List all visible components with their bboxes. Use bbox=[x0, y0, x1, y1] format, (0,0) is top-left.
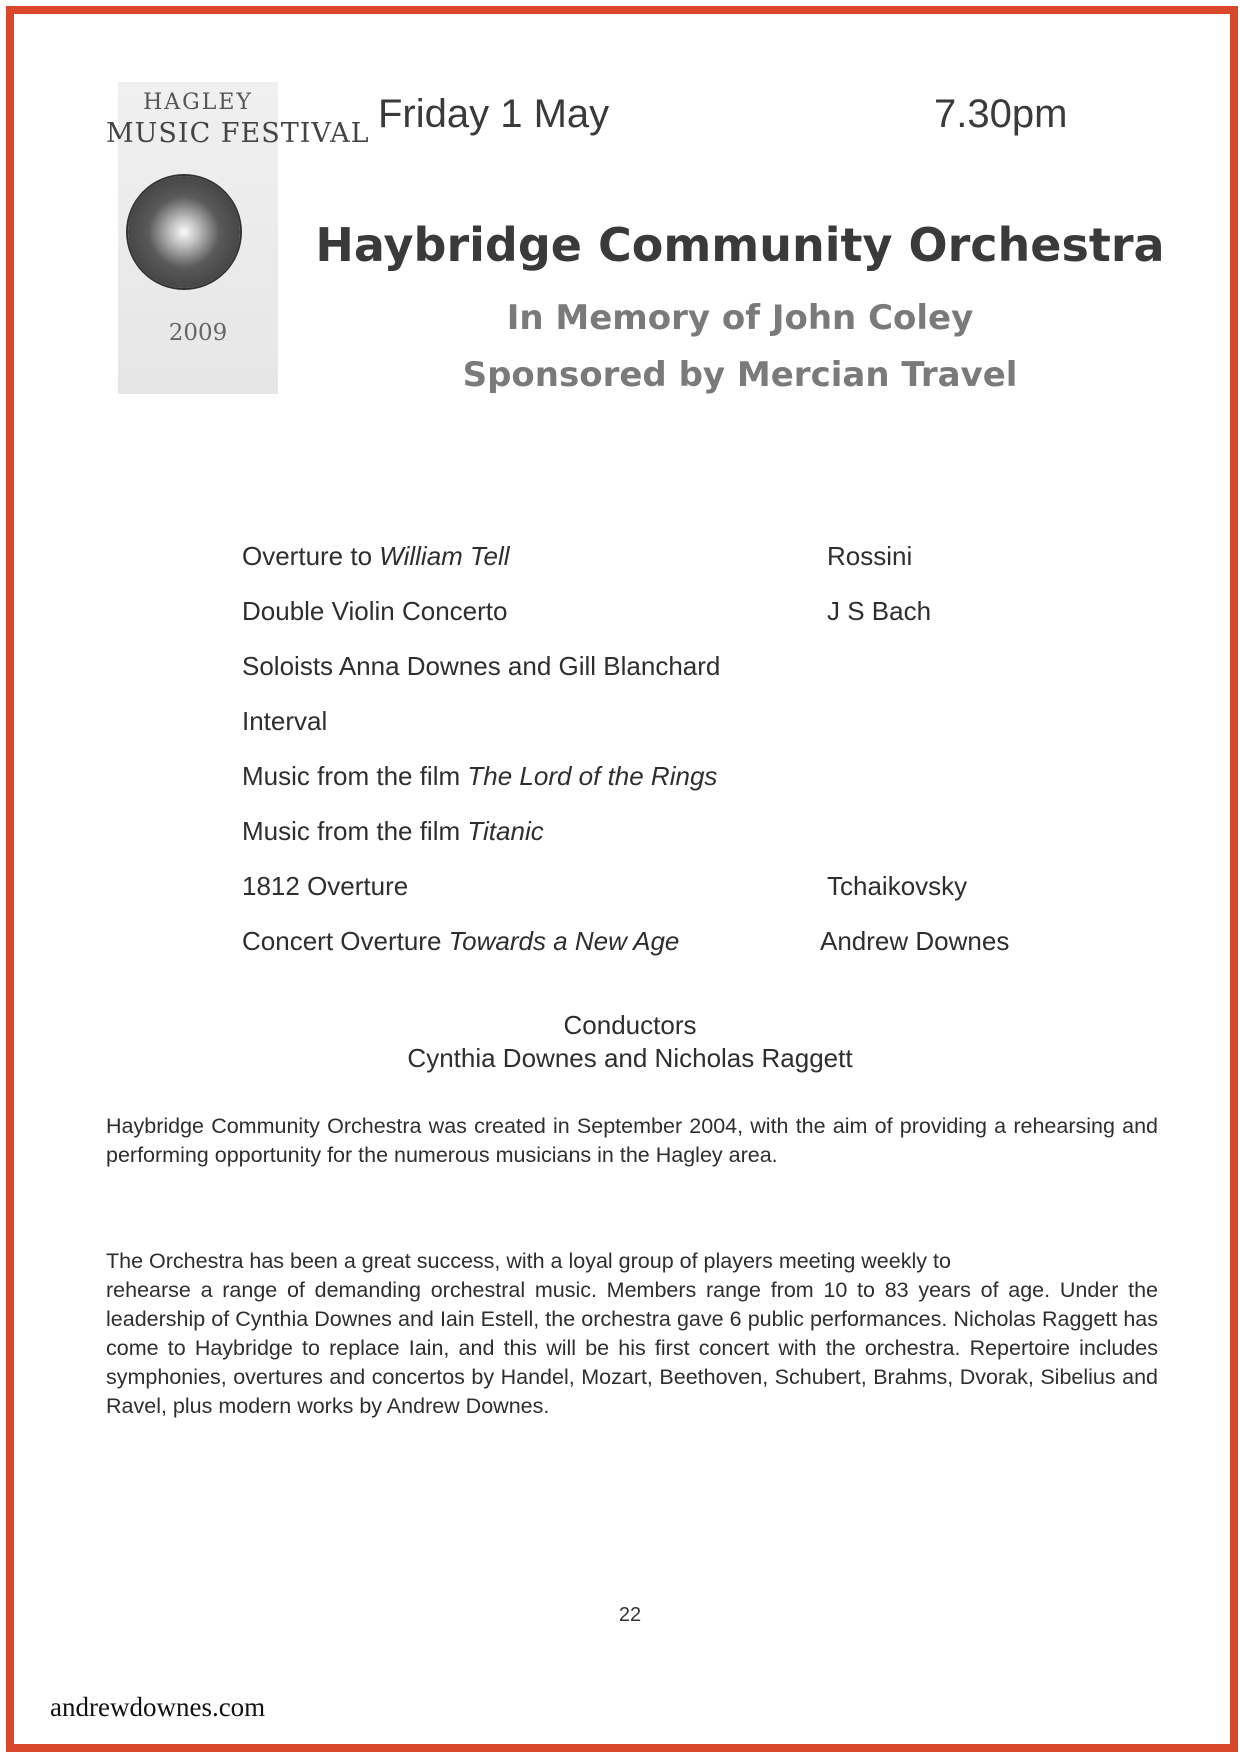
about-paragraph-2-body: rehearse a range of demanding orchestral music. Members range from 10 to 83 years of age. Under the leadership of Cynthia Downes and Iain Estell, the orchestra gave 6 public performances. Nicholas Raggett has come to Haybridge to replace Iain, and this will be his first concert with the orchestra. Repertoire includes symphonies, overtures and concertos by Handel, Mozart, Beethoven, Schubert, Brahms, Dvorak, Sibelius and Ravel, plus modern works by Andrew Downes. bbox=[106, 1278, 1158, 1418]
about-paragraph-1: Haybridge Community Orchestra was created in September 2004, with the aim of providing a rehearsing and performing opportunity for the numerous musicians in the Hagley area. bbox=[106, 1114, 1158, 1167]
composer: Tchaikovsky bbox=[827, 871, 968, 901]
sponsor-line: Sponsored by Mercian Travel bbox=[462, 355, 1018, 395]
conductors-heading: Conductors bbox=[563, 1010, 697, 1040]
work-title: Interval bbox=[242, 706, 328, 736]
work-title: Music from the film The Lord of the Rings bbox=[242, 761, 718, 791]
concert-time: 7.30pm bbox=[934, 92, 1068, 136]
programme-item bbox=[242, 761, 1062, 816]
composer: Rossini bbox=[827, 541, 913, 571]
conductors-names: Cynthia Downes and Nicholas Raggett bbox=[407, 1043, 853, 1073]
work-title: Concert Overture Towards a New Age bbox=[242, 926, 680, 956]
page-number: 22 bbox=[618, 1604, 642, 1626]
programme-item bbox=[242, 816, 1062, 871]
logo-line1: HAGLEY bbox=[143, 90, 253, 115]
programme-item bbox=[242, 651, 1062, 706]
work-title: Double Violin Concerto bbox=[242, 596, 508, 626]
logo-line2: MUSIC FESTIVAL bbox=[106, 118, 370, 149]
composer: J S Bach bbox=[827, 596, 932, 626]
programme-item bbox=[242, 706, 1062, 761]
work-title: Music from the film Titanic bbox=[242, 816, 544, 846]
work-title: Overture to William Tell bbox=[242, 541, 510, 571]
programme-item bbox=[242, 541, 1062, 596]
logo-year: 2009 bbox=[168, 320, 228, 346]
about-paragraph-2 bbox=[106, 1247, 1158, 1421]
page-title: Haybridge Community Orchestra bbox=[315, 218, 1165, 272]
website-link[interactable]: andrewdownes.com bbox=[50, 1692, 266, 1722]
concert-date: Friday 1 May bbox=[378, 92, 610, 136]
composer: Andrew Downes bbox=[820, 926, 1010, 956]
programme-item bbox=[242, 871, 1062, 926]
programme-item bbox=[242, 926, 1062, 981]
about-paragraph-2-line1: The Orchestra has been a great success, with a loyal group of players meeting weekly to bbox=[106, 1249, 951, 1273]
programme-list bbox=[242, 541, 1062, 981]
memorial-line: In Memory of John Coley bbox=[506, 298, 974, 338]
programme-item bbox=[242, 596, 1062, 651]
work-title: Soloists Anna Downes and Gill Blanchard bbox=[242, 651, 721, 681]
work-title: 1812 Overture bbox=[242, 871, 409, 901]
